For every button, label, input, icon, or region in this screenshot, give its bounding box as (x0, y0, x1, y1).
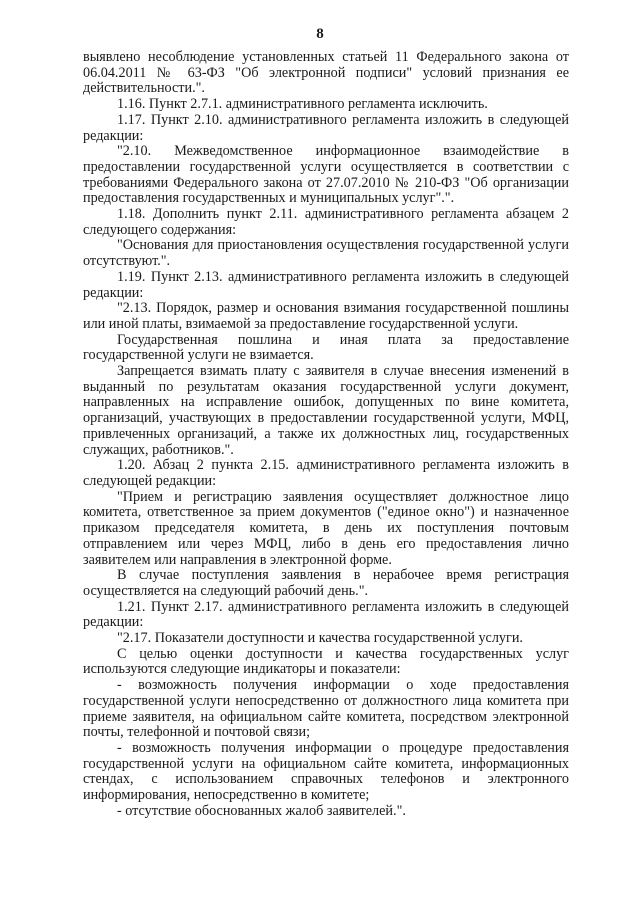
paragraph: С целью оценки доступности и качества государственных услуг используются следующие индикаторы и показатели: (83, 645, 569, 678)
paragraph: "2.13. Порядок, размер и основания взимания государственной пошлины или иной платы, взимаемой за предоставление государственной услуги. (83, 300, 569, 332)
paragraph: "Прием и регистрацию заявления осуществляет должностное лицо комитета, ответственное за прием документов ("единое окно") и назначенное приказом председателя комитета, в день их поступления почтовым отправлением или через МФЦ, либо в день его предоставления лично заявителем или направления в электронной форме. (83, 488, 569, 568)
paragraph: 1.16. Пункт 2.7.1. административного регламента исключить. (117, 96, 488, 113)
paragraph: 1.19. Пункт 2.13. административного регламента изложить в следующей редакции: (83, 268, 569, 301)
paragraph: В случае поступления заявления в нерабочее время регистрация осуществляется на следующий рабочий день.". (83, 567, 569, 599)
document-body (83, 50, 569, 819)
paragraph: выявлено несоблюдение установленных статьей 11 Федерального закона от 06.04.2011 № 63-ФЗ "Об электронной подписи" условий признания ее действительности.". (83, 49, 569, 97)
paragraph: "2.10. Межведомственное информационное взаимодействие в предоставлении государственной услуги осуществляется в соответствии с требованиями Федерального закона от 27.07.2010 № 210-ФЗ "Об организации предоставления государственных и муниципальных услуг".". (83, 143, 569, 207)
paragraph: "2.17. Показатели доступности и качества государственной услуги. (117, 630, 523, 647)
paragraph: - отсутствие обоснованных жалоб заявителей.". (117, 802, 406, 819)
page-number: 8 (316, 26, 324, 42)
paragraph: - возможность получения информации о процедуре предоставления государственной услуги на официальном сайте комитета, информационных стендах, с использованием справочных телефонов и электронного информирования, непосредственно в комитете; (83, 739, 569, 804)
paragraph: 1.17. Пункт 2.10. административного регламента изложить в следующей редакции: (83, 111, 569, 144)
paragraph: 1.18. Дополнить пункт 2.11. административного регламента абзацем 2 следующего содержания: (83, 206, 569, 238)
paragraph: - возможность получения информации о ходе предоставления государственной услуги непосредственно от должностного лица комитета при приеме заявителя, на официальном сайте комитета, посредством электронной почты, телефонной и почтовой связи; (83, 677, 569, 741)
paragraph: 1.21. Пункт 2.17. административного регламента изложить в следующей редакции: (83, 598, 569, 631)
paragraph: "Основания для приостановления осуществления государственной услуги отсутствуют.". (83, 237, 569, 270)
paragraph: Запрещается взимать плату с заявителя в случае внесения изменений в выданный по результатам оказания государственной услуги документ, направленных на исправление ошибок, допущенных по вине комитета, организаций, участвующих в предоставлении государственной услуги, МФЦ, привлеченных организаций, а также их должностных лиц, государственных служащих, работников.". (83, 363, 569, 458)
paragraph: Государственная пошлина и иная плата за предоставление государственной услуги не взимается. (83, 331, 569, 364)
paragraph: 1.20. Абзац 2 пункта 2.15. административного регламента изложить в следующей редакции: (83, 457, 569, 489)
